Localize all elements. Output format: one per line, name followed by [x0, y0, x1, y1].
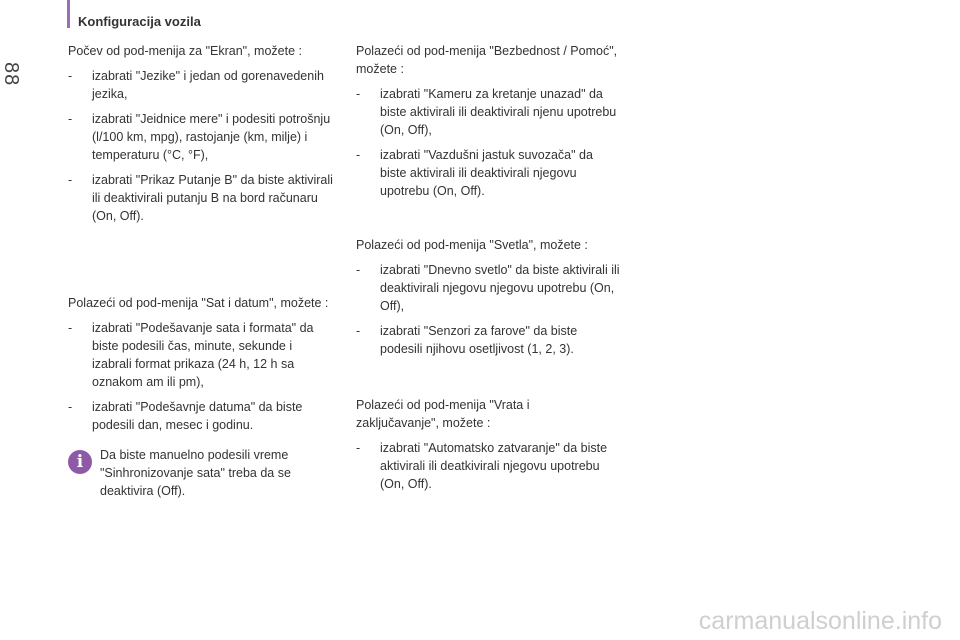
- bullet: -: [68, 112, 73, 126]
- bullet: -: [356, 87, 361, 101]
- list-item-text: izabrati "Dnevno svetlo" da biste aktivirali ili deaktivirali njegovu njegovu upotrebu (On, Off),: [380, 263, 620, 313]
- section-vrata: [356, 396, 608, 500]
- list-item: [356, 439, 608, 493]
- section-svetla: [356, 236, 620, 365]
- list-item: [68, 110, 340, 164]
- list-item-text: izabrati "Podešavnje datuma" da biste podesili dan, mesec i godinu.: [92, 400, 303, 432]
- list-item: [356, 261, 620, 315]
- section-intro: Polazeći od pod-menija "Bezbednost / Pomoć", možete :: [356, 44, 618, 76]
- watermark: carmanualsonline.info: [698, 607, 942, 635]
- list-item: [356, 85, 618, 139]
- info-icon: i: [68, 450, 92, 474]
- section-bezbednost: [356, 42, 618, 207]
- list-item: [68, 319, 330, 391]
- page-number: 88: [0, 62, 22, 87]
- bullet: -: [68, 400, 73, 414]
- list-item-text: izabrati "Podešavanje sata i formata" da biste podesili čas, minute, sekunde i izabrali format prikaza (24 h, 12 h sa oznakom am ili pm),: [92, 321, 314, 389]
- bullet: -: [356, 148, 361, 162]
- page-header-title: Konfiguracija vozila: [78, 14, 201, 29]
- section-intro: Polazeći od pod-menija "Svetla", možete :: [356, 238, 588, 252]
- list-item: [356, 146, 618, 200]
- list-item-text: izabrati "Prikaz Putanje B" da biste aktivirali ili deaktivirali putanju B na bord računaru (On, Off).: [92, 173, 333, 223]
- info-note-text: Da biste manuelno podesili vreme "Sinhronizovanje sata" treba da se deaktivira (Off).: [100, 448, 291, 498]
- bullet: -: [68, 69, 73, 83]
- section-ekran: [68, 42, 340, 232]
- list-item-text: izabrati "Jeidnice mere" i podesiti potrošnju (l/100 km, mpg), rastojanje (km, milje) i temperaturu (°C, °F),: [92, 112, 331, 162]
- list-item: [356, 322, 620, 358]
- bullet: -: [68, 173, 73, 187]
- bullet: -: [356, 441, 361, 455]
- list-item-text: izabrati "Jezike" i jedan od gorenavedenih jezika,: [92, 69, 324, 101]
- list-item: [68, 67, 340, 103]
- list-item: [68, 171, 340, 225]
- section-intro: Počev od pod-menija za "Ekran", možete :: [68, 44, 302, 58]
- bullet: -: [356, 263, 361, 277]
- section-intro: Polazeći od pod-menija "Vrata i zaključavanje", možete :: [356, 398, 530, 430]
- section-intro: Polazeći od pod-menija "Sat i datum", možete :: [68, 296, 329, 310]
- list-item-text: izabrati "Automatsko zatvaranje" da biste aktivirali ili deatkivirali njegovu upotrebu (On, Off).: [380, 441, 608, 491]
- section-sat-i-datum: [68, 294, 330, 441]
- list-item-text: izabrati "Vazdušni jastuk suvozača" da biste aktivirali ili deaktivirali njegovu upotrebu (On, Off).: [380, 148, 593, 198]
- header-accent-bar: [67, 0, 70, 28]
- bullet: -: [356, 324, 361, 338]
- list-item: [68, 398, 330, 434]
- bullet: -: [68, 321, 73, 335]
- list-item-text: izabrati "Senzori za farove" da biste podesili njihovu osetljivost (1, 2, 3).: [380, 324, 578, 356]
- list-item-text: izabrati "Kameru za kretanje unazad" da biste aktivirali ili deaktivirali njenu upotrebu (On, Off),: [380, 87, 617, 137]
